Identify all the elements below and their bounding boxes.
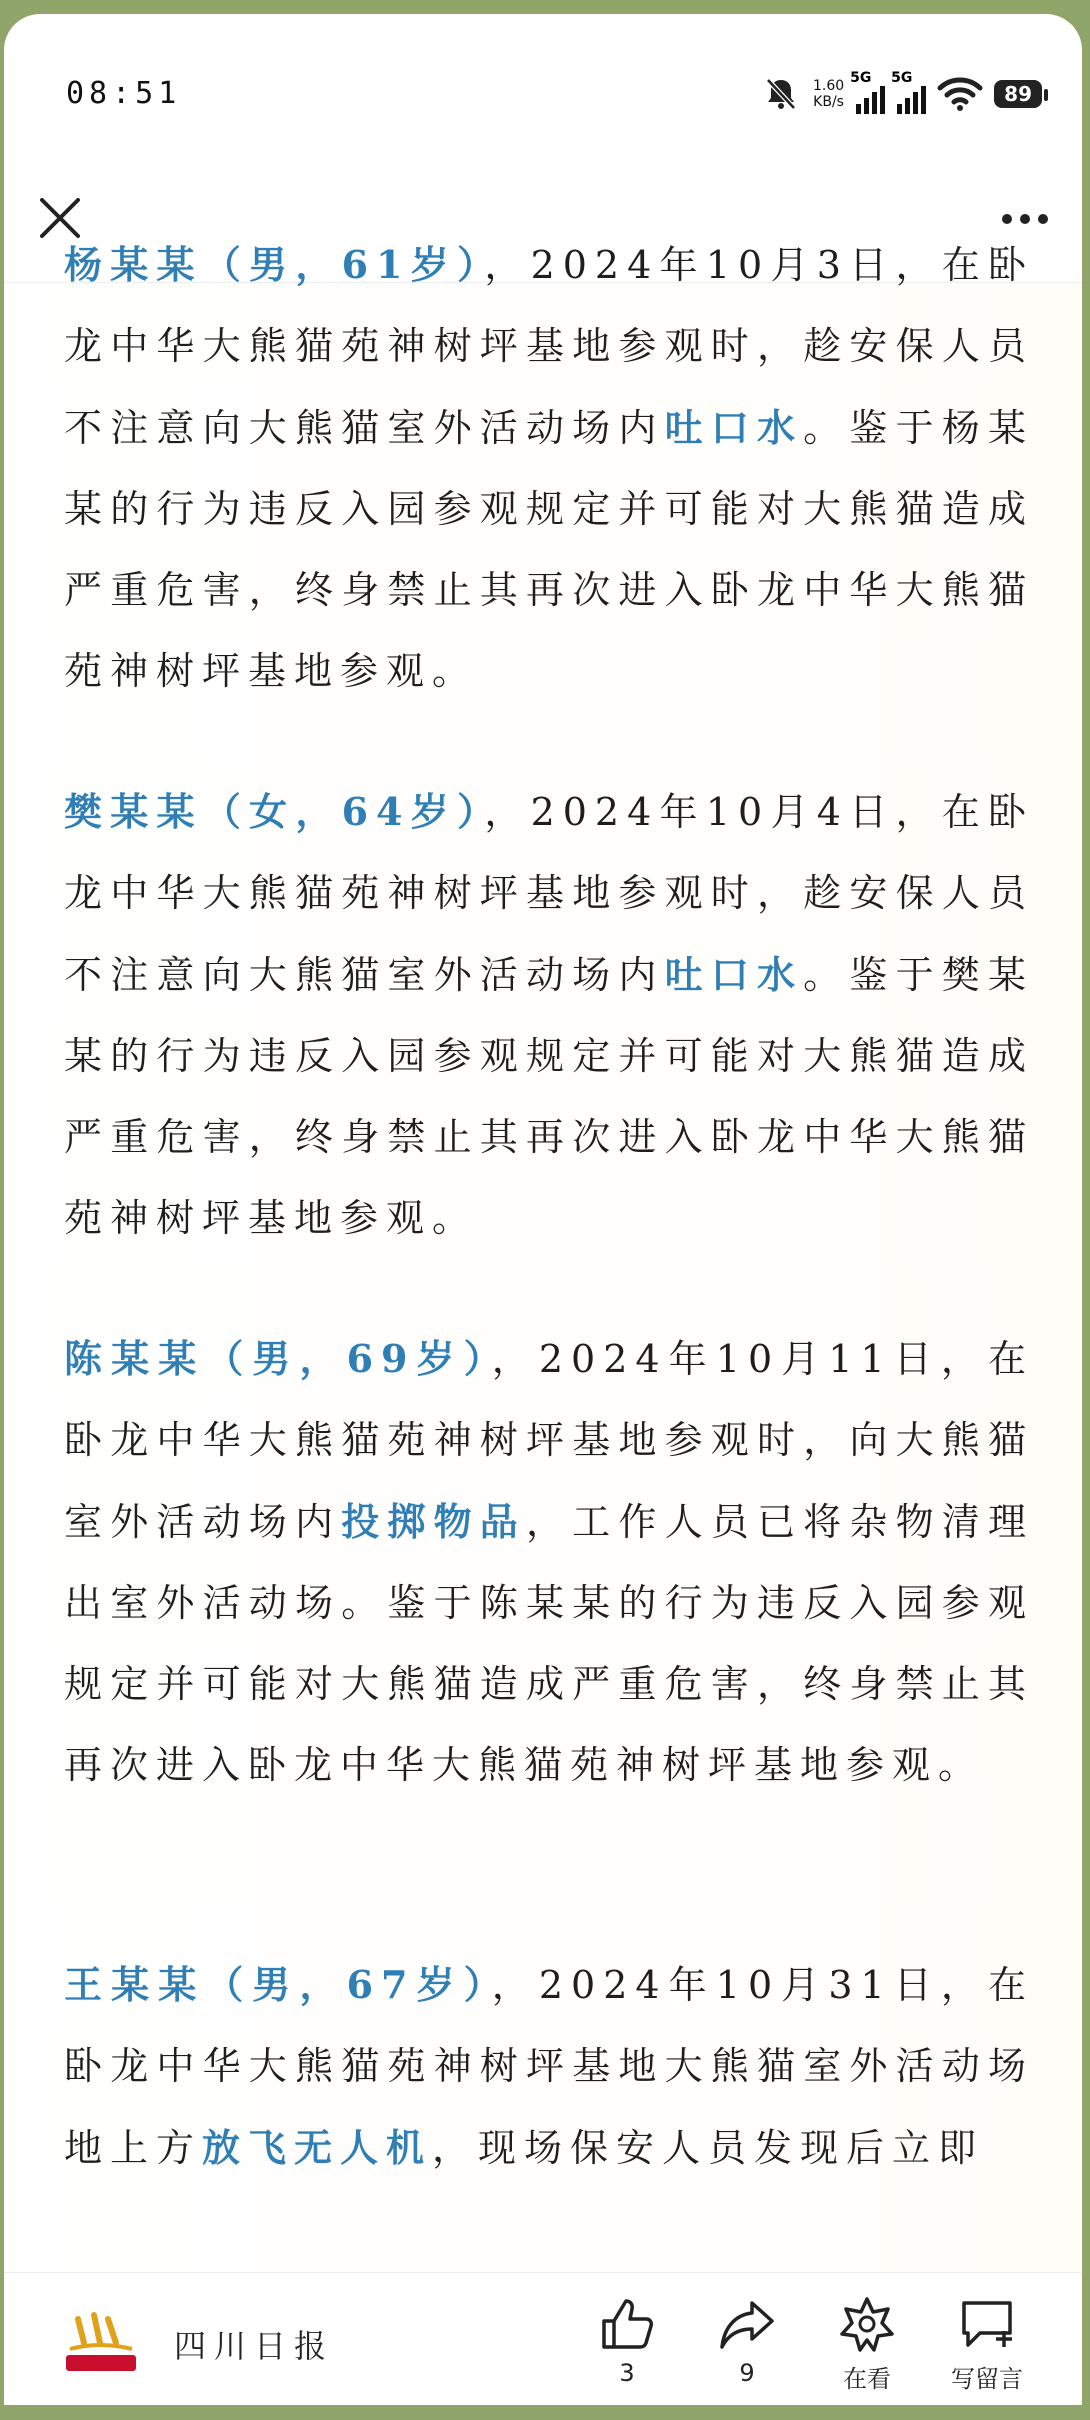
- status-time: 08:51: [66, 76, 182, 111]
- person-name: 樊某某（女，64岁）: [64, 789, 485, 834]
- article-paragraph: [64, 771, 1034, 1259]
- like-count: 3: [619, 2359, 635, 2387]
- violation-highlight: 吐口水: [664, 405, 804, 450]
- person-name: 陈某某（男，69岁）: [64, 1336, 492, 1381]
- paragraph-text: ，2024年10月4日，在卧龙中华大熊猫苑神树坪基地参观时，趁安保人员不注意向大熊猫室外活动场内: [64, 790, 1034, 997]
- more-icon: [1002, 214, 1012, 224]
- paragraph-text: ，2024年10月31日，在卧龙中华大熊猫苑神树坪基地大熊猫室外活动场地上方: [64, 1963, 1034, 2170]
- signal-icon: [891, 70, 926, 114]
- violation-highlight: 投掷物品: [341, 1499, 526, 1544]
- comment-button[interactable]: [932, 2295, 1042, 2394]
- comment-label: 写留言: [951, 2365, 1023, 2393]
- battery-icon: 89: [994, 80, 1042, 108]
- violation-highlight: 吐口水: [664, 952, 804, 997]
- signal-label: 5G: [850, 70, 872, 86]
- mute-bell-icon: [761, 74, 801, 114]
- article-paragraph: [64, 224, 1034, 712]
- source-name[interactable]: 四川日报: [174, 2327, 335, 2365]
- watching-label: 在看: [843, 2365, 891, 2393]
- signal-label: 5G: [891, 70, 913, 86]
- more-icon: [1020, 214, 1030, 224]
- net-speed-unit: KB/s: [813, 94, 844, 110]
- paragraph-text: ，现场保安人员发现后立即: [432, 2126, 985, 2170]
- wifi-icon: [938, 77, 982, 111]
- paragraph-text: 。鉴于杨某某的行为违反入园参观规定并可能对大熊猫造成严重危害，终身禁止其再次进入卧龙中华大熊猫苑神树坪基地参观。: [64, 406, 1034, 693]
- network-speed: [813, 78, 844, 110]
- like-button[interactable]: [572, 2295, 682, 2387]
- net-speed-value: 1.60: [812, 78, 845, 94]
- signal-icon: [850, 70, 885, 114]
- article-body: [4, 242, 1082, 2274]
- article-paragraph: [64, 1318, 1034, 1806]
- paragraph-text: ，2024年10月3日，在卧龙中华大熊猫苑神树坪基地参观时，趁安保人员不注意向大熊猫室外活动场内: [64, 243, 1034, 450]
- status-icons: [761, 72, 1042, 116]
- article-paragraph: [64, 1944, 1034, 2189]
- violation-highlight: 放飞无人机: [202, 2125, 433, 2170]
- thumbs-up-icon: [598, 2295, 656, 2353]
- watching-button[interactable]: [812, 2295, 922, 2394]
- share-arrow-icon: [718, 2295, 776, 2353]
- more-icon: [1038, 214, 1048, 224]
- comment-add-icon: [958, 2295, 1016, 2353]
- paragraph-text: ，2024年10月11日，在卧龙中华大熊猫苑神树坪基地参观时，向大熊猫室外活动场内: [64, 1337, 1034, 1544]
- bottom-action-bar: [4, 2272, 1082, 2405]
- share-button[interactable]: [692, 2295, 802, 2387]
- person-name: 王某某（男，67岁）: [64, 1962, 492, 2007]
- paragraph-text: 。鉴于樊某某的行为违反入园参观规定并可能对大熊猫造成严重危害，终身禁止其再次进入卧龙中华大熊猫苑神树坪基地参观。: [64, 953, 1034, 1240]
- phone-screen: [4, 14, 1082, 2404]
- share-count: 9: [739, 2359, 755, 2387]
- sichuan-daily-logo[interactable]: [60, 2313, 142, 2375]
- person-name: 杨某某（男，61岁）: [64, 242, 485, 287]
- star-flower-icon: [838, 2295, 896, 2353]
- paragraph-text: ，工作人员已将杂物清理出室外活动场。鉴于陈某某的行为违反入园参观规定并可能对大熊猫造成严重危害，终身禁止其再次进入卧龙中华大熊猫苑神树坪基地参观。: [64, 1500, 1034, 1787]
- status-bar: [4, 14, 1082, 164]
